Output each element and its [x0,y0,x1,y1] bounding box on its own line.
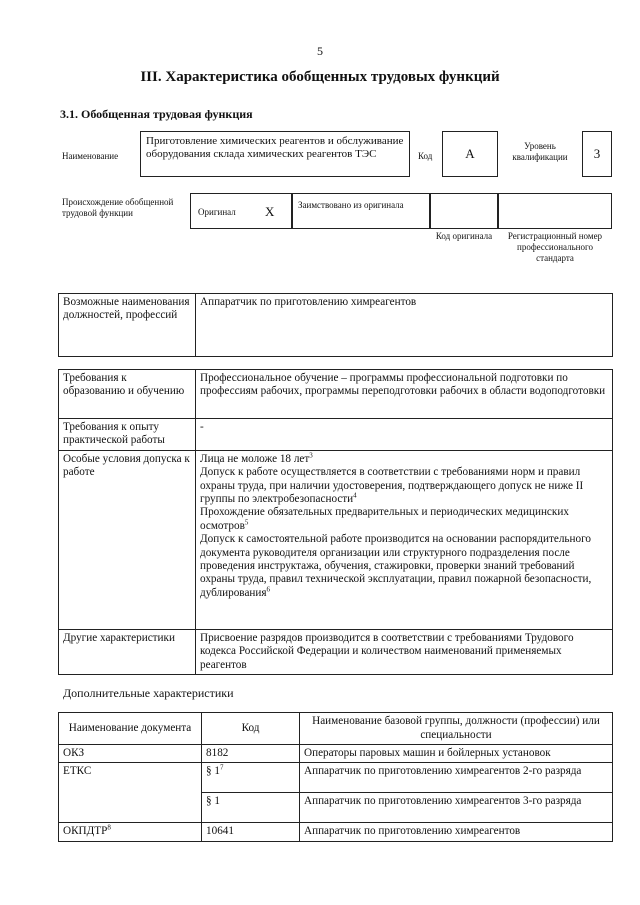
positions-label: Возможные наименования должностей, профессий [59,294,196,357]
footnote-mark: 3 [309,451,313,460]
original-label: Оригинал [198,207,236,217]
borrowed-cell [292,193,430,229]
name-cell: Аппаратчик по приготовлению химреагентов [300,823,613,841]
footnote-mark: 7 [219,763,224,772]
other-value: Присвоение разрядов производится в соответствии с требованиями Трудового кодекса Российской Федерации и количеством наименований применяемых реагентов [196,629,613,674]
positions-row [59,294,613,357]
code-box [442,131,498,177]
original-mark: X [265,204,275,219]
education-value: Профессиональное обучение – программы профессиональной подготовки по профессиям рабочих, программы переподготовки рабочих в области водоподготовки [196,370,613,419]
level-label: Уровень квалификации [512,141,568,162]
experience-value: - [196,419,613,451]
function-name-value: Приготовление химических реагентов и обслуживание оборудования склада химических реагентов ТЭС [146,135,404,160]
header-name: Наименование базовой группы, должности (профессии) или специальности [300,713,613,745]
footnote-mark: 5 [244,518,249,527]
footnote-mark: 4 [353,491,357,500]
header-code: Код [202,713,300,745]
code-cell: § 1 [202,793,300,823]
section-title: III. Характеристика обобщенных трудовых функций [140,69,500,85]
reg-number-caption: Регистрационный номер профессионального стандарта [507,231,603,263]
requirement-row [59,450,613,629]
borrowed-label: Заимствовано из оригинала [298,200,404,210]
origin-label: Происхождение обобщенной трудовой функции [62,197,174,218]
admission-value [196,450,613,629]
code-label: Код [418,151,433,161]
name-label: Наименование [62,151,119,161]
admission-line: Допуск к самостоятельной работе производится на основании распорядительного документа руководителя организации или структурного подразделения после проведения инструктажа, обучения, стажировки, проверки знаний требований охраны труда, правил технической эксплуатации, правил пожарной безопасности, дублирования$^6$ [200,533,592,599]
name-cell: Операторы паровых машин и бойлерных установок [300,745,613,763]
requirements-table [58,369,613,675]
positions-value: Аппаратчик по приготовлению химреагентов [196,294,613,357]
code-value: A [465,146,475,161]
doc-cell: ОКПДТР$^8$ [59,823,202,841]
code-original-caption: Код оригинала [435,231,493,241]
name-cell: Аппаратчик по приготовлению химреагентов 2-го разряда [300,763,613,793]
code-cell: 10641 [202,823,300,841]
additional-title: Дополнительные характеристики [63,686,234,700]
doc-cell: ОКЗ [59,745,202,763]
level-box [582,131,612,177]
admission-line: Прохождение обязательных предварительных и периодических медицинских осмотров$^5$ [200,506,569,532]
code-cell: 8182 [202,745,300,763]
footnote-mark: 6 [266,585,271,594]
footnote-mark: 8 [107,823,111,832]
admission-line: Допуск к работе осуществляется в соответствии с требованиями норм и правил охраны труда, при наличии удостоверения, подтверждающего допуск не ниже II группы по электробезопасности$^4$ [200,466,584,506]
level-value: 3 [593,146,601,161]
admission-label: Особые условия допуска к работе [59,450,196,629]
table-row [59,745,613,763]
header-doc: Наименование документа [59,713,202,745]
admission-line: Лица не моложе 18 лет$^3$ [200,451,313,465]
code-cell: § $1^7$ [202,763,300,793]
original-cell [190,193,292,229]
code-original-cell [430,193,498,229]
education-label: Требования к образованию и обучению [59,370,196,419]
subsection-title: 3.1. Обобщенная трудовая функция [60,107,253,121]
doc-cell: ЕТКС [59,763,202,823]
table-row [59,763,613,793]
name-cell: Аппаратчик по приготовлению химреагентов 3-го разряда [300,793,613,823]
reg-number-cell [498,193,612,229]
requirement-row [59,370,613,419]
function-name-box [140,131,410,177]
requirement-row [59,629,613,674]
page-number: 5 [317,44,323,58]
table-row [59,823,613,841]
requirement-row [59,419,613,451]
experience-label: Требования к опыту практической работы [59,419,196,451]
other-label: Другие характеристики [59,629,196,674]
additional-table [58,712,613,842]
additional-header-row [59,713,613,745]
positions-table [58,293,613,357]
